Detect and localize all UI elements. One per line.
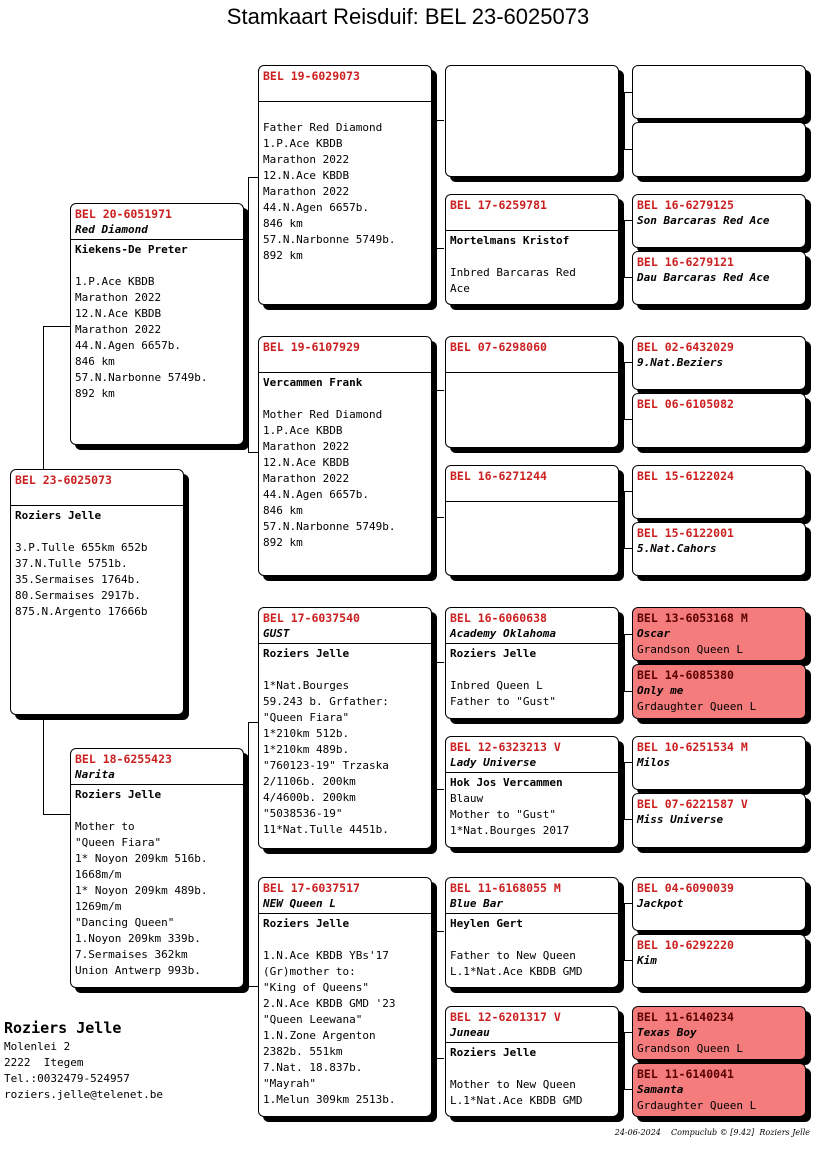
connector-line <box>624 762 625 819</box>
ancestor-card[interactable] <box>632 336 806 390</box>
connector-line <box>624 903 632 904</box>
ancestor-card[interactable] <box>632 877 806 931</box>
results-text: Blauw Mother to "Gust" 1*Nat.Bourges 2017 <box>450 792 570 837</box>
connector-line <box>43 326 70 327</box>
ancestor-card[interactable] <box>632 465 806 519</box>
connector-line <box>624 220 625 277</box>
ring-number: BEL 16-6060638 <box>450 611 547 625</box>
divider <box>71 239 243 240</box>
results-text: 1*Nat.Bourges 59.243 b. Grfather: "Queen Fiara" 1*210km 512b. 1*210km 489b. "760123-19" Trzaska 2/1106b. 200km 4/4600b. 200km "5038536-19" 11*Nat.Tulle 4451b. <box>263 679 389 836</box>
results-text: Mother to "Queen Fiara" 1* Noyon 209km 516b. 1668m/m 1* Noyon 209km 489b. 1269m/m "Dancing Queen" 1.Noyon 209km 339b. 7.Sermaises 362km Union Antwerp 993b. <box>75 820 208 977</box>
ancestor-card[interactable] <box>632 934 806 988</box>
pigeon-name: Red Diamond <box>75 223 148 236</box>
great-grandparent-card[interactable] <box>445 736 619 848</box>
paternal-grandmother-card[interactable] <box>258 336 432 576</box>
owner-email[interactable]: roziers.jelle@telenet.be <box>4 1088 163 1101</box>
ring-number: BEL 06-6105082 <box>637 397 734 411</box>
results-text: 1.P.Ace KBDB Marathon 2022 12.N.Ace KBDB Marathon 2022 44.N.Agen 6657b. 846 km 57.N.Narbonne 5749b. 892 km <box>75 275 208 400</box>
connector-line <box>624 362 625 419</box>
connector-line <box>624 362 632 363</box>
connector-line <box>624 491 632 492</box>
pigeon-name: 5.Nat.Cahors <box>637 542 717 555</box>
ring-number: BEL 15-6122024 <box>637 469 734 483</box>
ancestor-card-highlighted[interactable] <box>632 1006 806 1060</box>
divider <box>446 372 618 373</box>
pigeon-name: Samanta <box>637 1083 684 1096</box>
connector-line <box>248 722 258 723</box>
divider <box>259 913 431 914</box>
ring-number: BEL 17-6037517 <box>263 881 360 895</box>
owner-phone: Tel.:0032479-524957 <box>4 1072 130 1085</box>
subject-pigeon-card[interactable] <box>10 469 184 715</box>
connector-line <box>43 326 44 469</box>
connector-line <box>248 177 249 452</box>
divider <box>259 372 431 373</box>
ancestor-card-highlighted[interactable] <box>632 1063 806 1117</box>
connector-line <box>435 120 444 121</box>
owner-name: Heylen Gert <box>450 917 523 930</box>
pigeon-name: Only me <box>637 684 684 697</box>
ancestor-card[interactable] <box>632 194 806 248</box>
connector-line <box>435 517 444 518</box>
ring-number: BEL 10-6292220 <box>637 938 734 952</box>
owner-city: 2222 Itegem <box>4 1056 84 1069</box>
great-grandparent-card[interactable] <box>445 65 619 177</box>
ring-number: BEL 07-6221587 V <box>637 797 748 811</box>
owner-name: Roziers Jelle <box>263 917 350 930</box>
footer-credit: 24-06-2024 Compuclub © [9.42] Roziers Jelle <box>614 1128 810 1137</box>
pigeon-name: Dau Barcaras Red Ace <box>637 271 770 284</box>
pigeon-name: Kim <box>637 954 657 967</box>
maternal-grandmother-card[interactable] <box>258 877 432 1117</box>
connector-line <box>624 220 632 221</box>
ancestor-card-highlighted[interactable] <box>632 607 806 661</box>
ancestor-card[interactable] <box>632 251 806 305</box>
pigeon-name: Milos <box>637 756 671 769</box>
ring-number: BEL 23-6025073 <box>15 473 112 487</box>
pigeon-name: Narita <box>75 768 115 781</box>
paternal-grandfather-card[interactable] <box>258 65 432 305</box>
divider <box>259 101 431 102</box>
owner-address: Molenlei 2 <box>4 1040 71 1053</box>
results-text: Grdaughter Queen L <box>637 700 757 713</box>
owner-name: Hok Jos Vercammen <box>450 776 563 789</box>
ring-number: BEL 02-6432029 <box>637 340 734 354</box>
ancestor-card[interactable] <box>632 65 806 119</box>
owner-contact-block <box>4 1017 163 1103</box>
ring-number: BEL 11-6168055 M <box>450 881 561 895</box>
connector-line <box>624 277 632 278</box>
connector-line <box>435 1058 444 1059</box>
maternal-grandfather-card[interactable] <box>258 607 432 849</box>
great-grandparent-card[interactable] <box>445 607 619 719</box>
owner-name: Kiekens-De Preter <box>75 243 188 256</box>
results-text: Mother Red Diamond 1.P.Ace KBDB Marathon 2022 12.N.Ace KBDB Marathon 2022 44.N.Agen 6657b. 846 km 57.N.Narbonne 5749b. 892 km <box>263 408 396 549</box>
connector-line <box>624 960 632 961</box>
divider <box>446 643 618 644</box>
pigeon-name: Jackpot <box>637 897 684 910</box>
connector-line <box>248 452 258 453</box>
owner-name: Mortelmans Kristof <box>450 234 570 247</box>
owner-name: Vercammen Frank <box>263 376 363 389</box>
great-grandparent-card[interactable] <box>445 465 619 576</box>
connector-line <box>435 390 444 391</box>
ring-number: BEL 20-6051971 <box>75 207 172 221</box>
connector-line <box>624 491 625 548</box>
connector-line <box>624 1089 632 1090</box>
results-text: Father Red Diamond 1.P.Ace KBDB Marathon 2022 12.N.Ace KBDB Marathon 2022 44.N.Agen 6657b. 846 km 57.N.Narbonne 5749b. 892 km <box>263 121 396 262</box>
results-text: Inbred Queen L Father to "Gust" <box>450 679 556 708</box>
great-grandparent-card[interactable] <box>445 194 619 305</box>
owner-name: Roziers Jelle <box>450 647 537 660</box>
ring-number: BEL 12-6201317 V <box>450 1010 561 1024</box>
results-text: Grandson Queen L <box>637 1042 743 1055</box>
great-grandparent-card[interactable] <box>445 336 619 448</box>
ring-number: BEL 17-6259781 <box>450 198 547 212</box>
connector-line <box>435 248 444 249</box>
connector-line <box>435 390 436 517</box>
pigeon-name: Juneau <box>450 1026 490 1039</box>
connector-line <box>435 931 436 1058</box>
ring-number: BEL 19-6029073 <box>263 69 360 83</box>
pigeon-name: Lady Universe <box>450 756 537 769</box>
connector-line <box>435 120 436 248</box>
ring-number: BEL 12-6323213 V <box>450 740 561 754</box>
connector-line <box>435 789 444 790</box>
connector-line <box>435 931 444 932</box>
results-text: Grandson Queen L <box>637 643 743 656</box>
ancestor-card[interactable] <box>632 793 806 848</box>
great-grandparent-card[interactable] <box>445 1006 619 1117</box>
ring-number: BEL 16-6271244 <box>450 469 547 483</box>
connector-line <box>624 548 632 549</box>
connector-line <box>624 92 632 93</box>
connector-line <box>624 634 632 635</box>
connector-line <box>624 1032 625 1089</box>
connector-line <box>624 149 632 150</box>
pigeon-name: 9.Nat.Beziers <box>637 356 724 369</box>
ring-number: BEL 18-6255423 <box>75 752 172 766</box>
ring-number: BEL 13-6053168 M <box>637 611 748 625</box>
divider <box>446 913 618 914</box>
connector-line <box>624 691 632 692</box>
connector-line <box>624 92 625 149</box>
mother-card[interactable] <box>70 748 244 988</box>
connector-line <box>435 662 444 663</box>
ancestor-card[interactable] <box>632 393 806 448</box>
results-text: Grdaughter Queen L <box>637 1099 757 1112</box>
results-text: Mother to New Queen L.1*Nat.Ace KBDB GMD <box>450 1078 583 1107</box>
connector-line <box>248 177 258 178</box>
connector-line <box>624 419 632 420</box>
divider <box>71 784 243 785</box>
ring-number: BEL 07-6298060 <box>450 340 547 354</box>
divider <box>11 505 183 506</box>
pigeon-name: Blue Bar <box>450 897 503 910</box>
ring-number: BEL 16-6279121 <box>637 255 734 269</box>
connector-line <box>248 986 258 987</box>
divider <box>446 772 618 773</box>
connector-line <box>248 722 249 986</box>
pigeon-name: Son Barcaras Red Ace <box>637 214 770 227</box>
ring-number: BEL 10-6251534 M <box>637 740 748 754</box>
ring-number: BEL 16-6279125 <box>637 198 734 212</box>
connector-line <box>43 814 70 815</box>
ancestor-card[interactable] <box>632 736 806 790</box>
connector-line <box>624 762 632 763</box>
owner-name-heading: Roziers Jelle <box>4 1019 122 1037</box>
connector-line <box>624 903 625 960</box>
owner-name: Roziers Jelle <box>15 509 102 522</box>
pigeon-name: GUST <box>263 627 290 640</box>
pigeon-name: Texas Boy <box>637 1026 697 1039</box>
ring-number: BEL 19-6107929 <box>263 340 360 354</box>
ancestor-card[interactable] <box>632 522 806 576</box>
results-text: Inbred Barcaras Red Ace <box>450 266 576 295</box>
pigeon-name: Academy Oklahoma <box>450 627 556 640</box>
ring-number: BEL 17-6037540 <box>263 611 360 625</box>
results-text: 3.P.Tulle 655km 652b 37.N.Tulle 5751b. 35.Sermaises 1764b. 80.Sermaises 2917b. 875.N.Argento 17666b <box>15 541 148 618</box>
divider <box>446 1042 618 1043</box>
pigeon-name: Oscar <box>637 627 671 640</box>
divider <box>446 501 618 502</box>
great-grandparent-card[interactable] <box>445 877 619 988</box>
results-text: 1.N.Ace KBDB YBs'17 (Gr)mother to: "King of Queens" 2.N.Ace KBDB GMD '23 "Queen Leewana" 1.N.Zone Argenton 2382b. 551km 7.Nat. 18.837b. "Mayrah" 1.Melun 309km 2513b. <box>263 949 396 1106</box>
divider <box>446 230 618 231</box>
connector-line <box>43 714 44 814</box>
pigeon-name: Miss Universe <box>637 813 724 826</box>
owner-name: Roziers Jelle <box>75 788 162 801</box>
ring-number: BEL 15-6122001 <box>637 526 734 540</box>
divider <box>259 643 431 644</box>
connector-line <box>624 1032 632 1033</box>
ring-number: BEL 11-6140041 <box>637 1067 734 1081</box>
page-title: Stamkaart Reisduif: BEL 23-6025073 <box>226 4 590 29</box>
owner-name: Roziers Jelle <box>450 1046 537 1059</box>
ring-number: BEL 04-6090039 <box>637 881 734 895</box>
pigeon-name: NEW Queen L <box>263 897 336 910</box>
ancestor-card[interactable] <box>632 122 806 177</box>
connector-line <box>624 634 625 691</box>
results-text: Father to New Queen L.1*Nat.Ace KBDB GMD <box>450 949 583 978</box>
ancestor-card-highlighted[interactable] <box>632 664 806 719</box>
connector-line <box>435 662 436 789</box>
connector-line <box>624 819 632 820</box>
father-card[interactable] <box>70 203 244 445</box>
ring-number: BEL 14-6085380 <box>637 668 734 682</box>
ring-number: BEL 11-6140234 <box>637 1010 734 1024</box>
owner-name: Roziers Jelle <box>263 647 350 660</box>
